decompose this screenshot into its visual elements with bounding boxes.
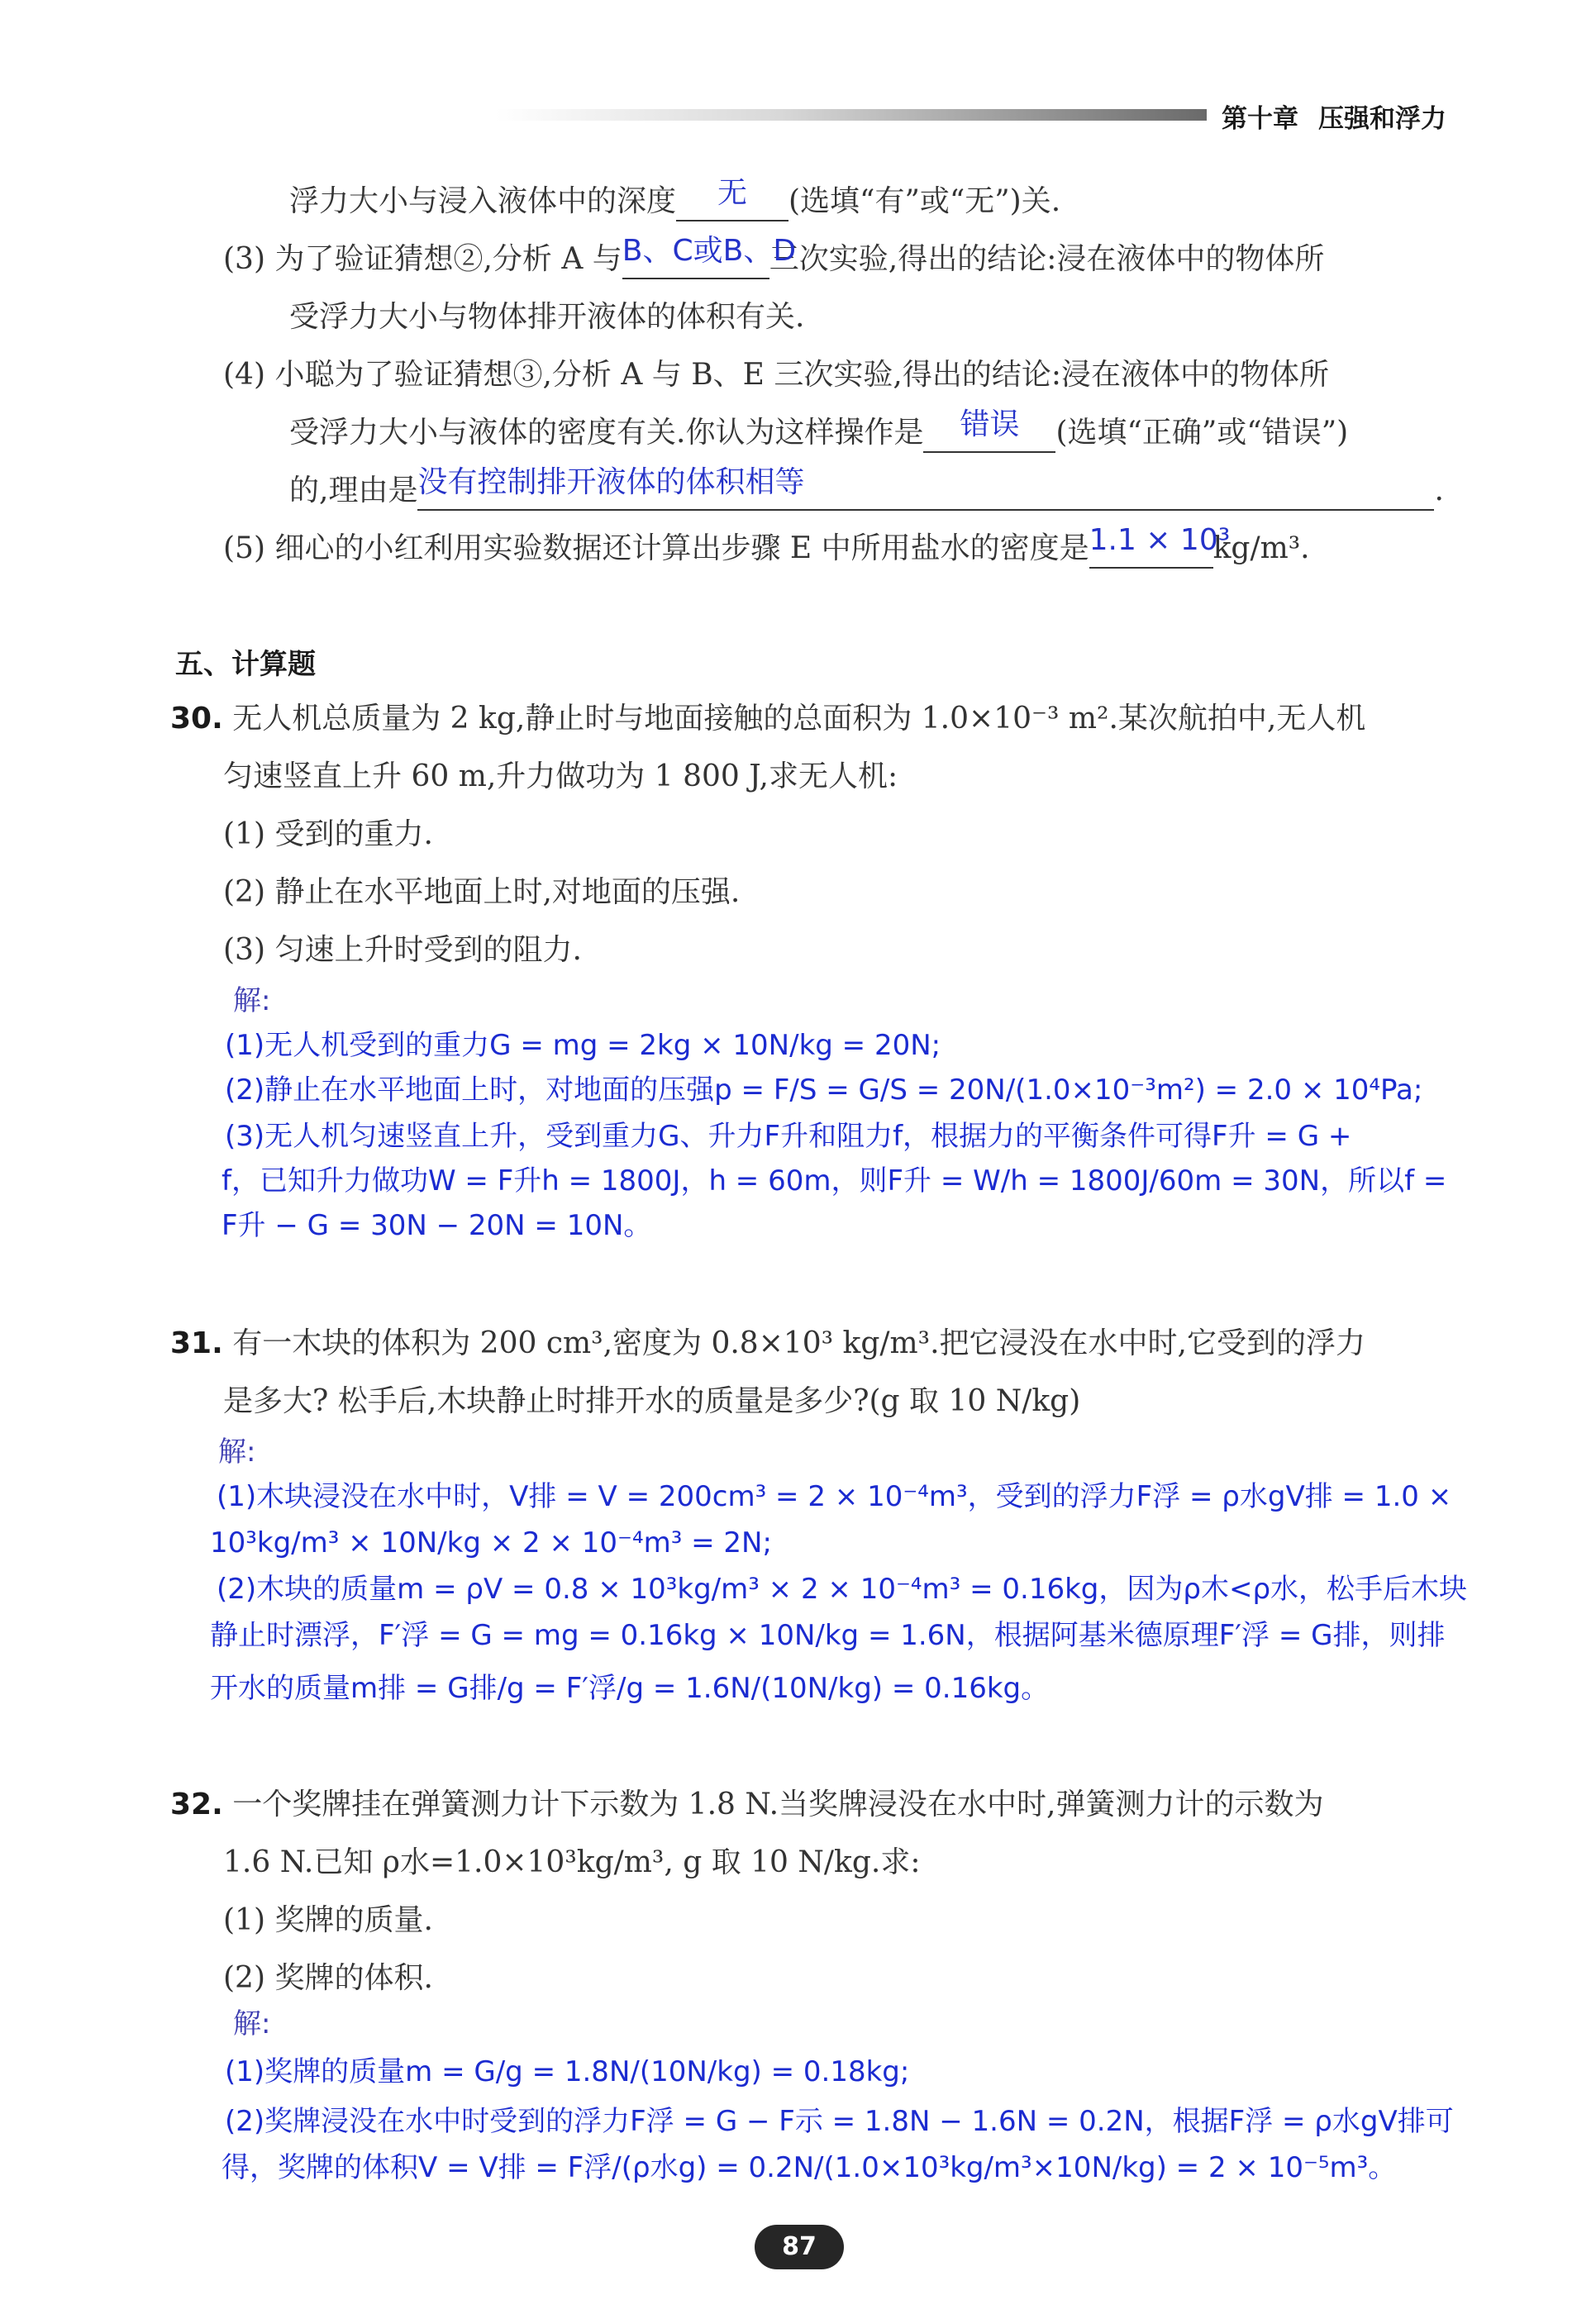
section-heading-calculation: 五、计算题 (175, 648, 316, 681)
q31-solution-4: 静止时漂浮，F′浮 = G = mg = 0.16kg × 10N/kg = 1.6N，根据阿基米德原理F′浮 = G排，则排 (210, 1619, 1446, 1652)
q30-number: 30. (170, 702, 223, 736)
q30-solution-2: (2)静止在水平地面上时，对地面的压强p = F/S = G/S = 20N/(1.0×10⁻³m²) = 2.0 × 10⁴Pa; (225, 1074, 1423, 1107)
answer-blank-part5: 1.1 × 10³ (1089, 531, 1213, 569)
q32-stem-line1: 32. 一个奖牌挂在弹簧测力计下示数为 1.8 N.当奖牌浸没在水中时,弹簧测力计的示数为 (170, 1788, 1324, 1821)
q29-part4-reason: 的,理由是没有控制排开液体的体积相等 . (289, 473, 1444, 511)
q30-solution-4: f，已知升力做功W = F升h = 1800J，h = 60m，则F升 = W/h = 1800J/60m = 30N，所以f = (222, 1164, 1447, 1197)
q30-solution-label: 解: (233, 984, 271, 1017)
chapter-number: 第十章 (1222, 104, 1298, 134)
answer-blank-depth: 无 (676, 183, 788, 221)
q30-sub1: (1) 受到的重力. (223, 817, 433, 851)
q32-solution-1: (1)奖牌的质量m = G/g = 1.8N/(10N/kg) = 0.18kg; (225, 2055, 910, 2088)
q32-stem-line2: 1.6 N.已知 ρ水=1.0×10³kg/m³, g 取 10 N/kg.求: (223, 1845, 921, 1879)
q31-number: 31. (170, 1326, 223, 1360)
q30-stem-line1: 30. 无人机总质量为 2 kg,静止时与地面接触的总面积为 1.0×10⁻³ m².某次航拍中,无人机 (170, 702, 1366, 736)
q29-part3-cont: 受浮力大小与物体排开液体的体积有关. (289, 300, 805, 334)
q29-part4: (4) 小聪为了验证猜想③,分析 A 与 B、E 三次实验,得出的结论:浸在液体中的物体所 (223, 358, 1329, 392)
q32-number: 32. (170, 1788, 223, 1821)
q31-solution-5: 开水的质量m排 = G排/g = F′浮/g = 1.6N/(10N/kg) = 0.16kg。 (210, 1672, 1050, 1705)
q31-solution-label: 解: (218, 1436, 256, 1469)
q32-sub1: (1) 奖牌的质量. (223, 1903, 433, 1937)
q29-part3: (3) 为了验证猜想②,分析 A 与B、C或B、D三次实验,得出的结论:浸在液体中的物体所 (223, 241, 1324, 279)
q31-solution-1: (1)木块浸没在水中时，V排 = V = 200cm³ = 2 × 10⁻⁴m³，受到的浮力F浮 = ρ水gV排 = 1.0 × (217, 1480, 1452, 1513)
q30-sub3: (3) 匀速上升时受到的阻力. (223, 933, 582, 967)
q30-stem-line2: 匀速竖直上升 60 m,升力做功为 1 800 J,求无人机: (223, 759, 898, 793)
q32-solution-3: 得，奖牌的体积V = V排 = F浮/(ρ水g) = 0.2N/(1.0×10³kg/m³×10N/kg) = 2 × 10⁻⁵m³。 (222, 2151, 1397, 2184)
chapter-header (1222, 98, 1466, 135)
answer-blank-part4: 错误 (923, 415, 1055, 453)
q29-line-depth: 浮力大小与浸入液体中的深度 无 (选填“有”或“无”)关. (289, 183, 1060, 221)
q32-solution-label: 解: (233, 2007, 271, 2040)
chapter-title: 压强和浮力 (1318, 104, 1446, 134)
q31-stem-line1: 31. 有一木块的体积为 200 cm³,密度为 0.8×10³ kg/m³.把它浸没在水中时,它受到的浮力 (170, 1326, 1365, 1360)
q31-stem-line2: 是多大? 松手后,木块静止时排开水的质量是多少?(g 取 10 N/kg) (223, 1384, 1081, 1418)
q30-solution-5: F升 − G = 30N − 20N = 10N。 (222, 1209, 652, 1242)
q32-solution-2: (2)奖牌浸没在水中时受到的浮力F浮 = G − F示 = 1.8N − 1.6N = 0.2N，根据F浮 = ρ水gV排可 (225, 2105, 1454, 2138)
answer-blank-part3: B、C或B、D (622, 241, 769, 279)
q30-solution-3: (3)无人机匀速竖直上升，受到重力G、升力F升和阻力f，根据力的平衡条件可得F升 = G + (225, 1120, 1352, 1153)
q29-part5: (5) 细心的小红利用实验数据还计算出步骤 E 中所用盐水的密度是1.1 × 10³kg/m³. (223, 531, 1310, 569)
q31-solution-2: 10³kg/m³ × 10N/kg × 2 × 10⁻⁴m³ = 2N; (210, 1526, 772, 1559)
header-decorative-bar (496, 109, 1207, 121)
q32-sub2: (2) 奖牌的体积. (223, 1961, 433, 1995)
q30-solution-1: (1)无人机受到的重力G = mg = 2kg × 10N/kg = 20N; (225, 1029, 941, 1062)
q30-sub2: (2) 静止在水平地面上时,对地面的压强. (223, 875, 741, 909)
page-number: 87 (755, 2225, 844, 2269)
q31-solution-3: (2)木块的质量m = ρV = 0.8 × 10³kg/m³ × 2 × 10⁻⁴m³ = 0.16kg，因为ρ木<ρ水，松手后木块 (217, 1573, 1468, 1606)
q29-part4-cont: 受浮力大小与液体的密度有关.你认为这样操作是 错误 (选填“正确”或“错误”) (289, 415, 1348, 453)
answer-blank-reason: 没有控制排开液体的体积相等 (417, 473, 1434, 511)
